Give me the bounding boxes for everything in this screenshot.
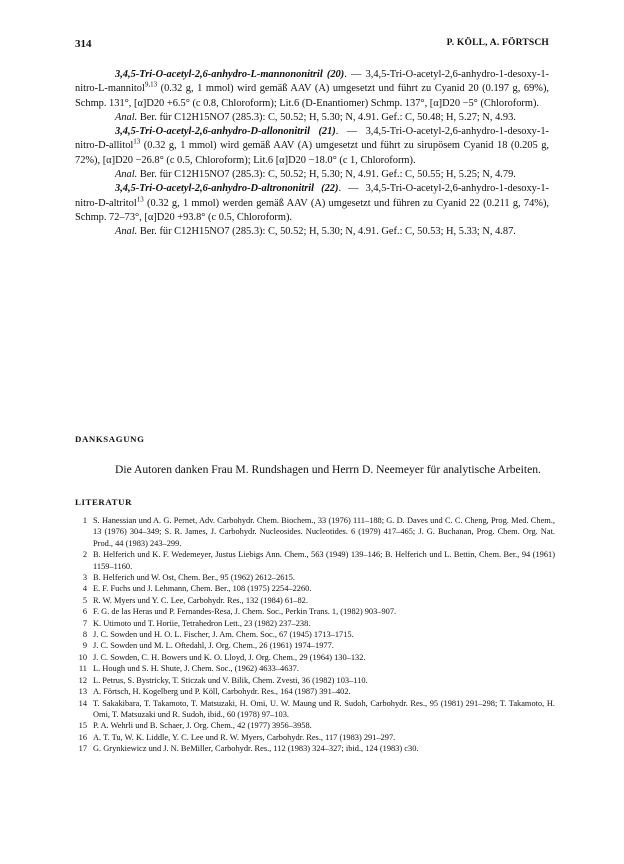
reference-item	[75, 618, 555, 629]
reference-number: 14	[78, 698, 87, 708]
analysis-text: Ber. für C12H15NO7 (285.3): C, 50.52; H, 5.30; N, 4.91. Gef.: C, 50.53; H, 5.33; N, 4.87.	[137, 226, 516, 238]
reference-number: 13	[78, 687, 87, 697]
reference-item	[75, 663, 555, 674]
compound-name: 3,4,5-Tri-O-acetyl-2,6-anhydro-D-allononitril	[115, 126, 311, 138]
compound-body: (0.32 g, 1 mmol) werden gemäß AAV (A) umgesetzt und führen zu Cyanid 22 (0.211 g, 74%), Schmp. 72–73°, [α]D20 +93.8° (c 0.5, Chloroform).	[75, 197, 549, 223]
reference-number: 10	[78, 652, 87, 662]
danksagung-heading: DANKSAGUNG	[75, 434, 145, 444]
compound-lead: . — 3,4,5-Tri-O-acetyl-2,6-anhydro-1-desoxy-1-nitro-D-altritol	[75, 183, 549, 209]
reference-number: 1	[82, 516, 87, 525]
citation-sup: 13	[133, 138, 141, 147]
literatur-heading: LITERATUR	[75, 497, 133, 507]
reference-text: T. Sakakibara, T. Takamoto, T. Matsuzaki, H. Omi, U. W. Maung und R. Sudoh, Carbohydr. Res., 95 (1981) 291–298; T. Takamoto, H. Omi, T. Matsuzaki und R. Sudoh, ibid., 60 (1978) 97–103.	[93, 698, 555, 719]
experimental-section	[75, 68, 549, 240]
compound-paragraph	[75, 68, 549, 111]
reference-item	[75, 743, 555, 754]
reference-item	[75, 572, 555, 583]
compound-name: 3,4,5-Tri-O-acetyl-2,6-anhydro-L-mannononitril	[115, 69, 323, 80]
compound-number: (21)	[318, 126, 336, 138]
reference-number: 5	[82, 595, 87, 605]
analysis-paragraph	[75, 111, 549, 125]
reference-number: 2	[82, 550, 87, 560]
reference-item	[75, 652, 555, 663]
reference-number: 12	[78, 675, 87, 685]
reference-item	[75, 583, 555, 594]
compound-body: (0.32 g, 1 mmol) wird gemäß AAV (A) umgesetzt und führt zu sirupösem Cyanid 18 (0.205 g, 72%), [α]D20 −26.8° (c 0.5, Chloroform); Lit.6 [α]D20 −18.0° (c 1, Chloroform).	[75, 140, 549, 166]
reference-item	[75, 606, 555, 617]
reference-text: P. A. Wehrli und B. Schaer, J. Org. Chem., 42 (1977) 3956–3958.	[93, 721, 312, 731]
reference-item	[75, 686, 555, 697]
reference-text: B. Helferich und K. F. Wedemeyer, Justus Liebigs Ann. Chem., 563 (1949) 139–146; B. Helferich und L. Bettin, Chem. Ber., 94 (1961) 1159–1160.	[93, 550, 555, 571]
reference-text: G. Grynkiewicz und J. N. BeMiller, Carbohydr. Res., 112 (1983) 324–327; ibid., 124 (1983) c30.	[93, 744, 419, 754]
compound-number: (22)	[321, 183, 339, 195]
reference-text: J. C. Sowden und H. O. L. Fischer, J. Am. Chem. Soc., 67 (1945) 1713–1715.	[93, 630, 354, 640]
analysis-paragraph	[75, 168, 549, 182]
analysis-label: Anal.	[115, 169, 138, 181]
reference-number: 3	[82, 573, 87, 583]
reference-text: B. Helferich und W. Ost, Chem. Ber., 95 (1962) 2612–2615.	[93, 573, 295, 583]
compound-number: (20)	[326, 69, 345, 80]
reference-number: 15	[78, 721, 87, 731]
compound-name: 3,4,5-Tri-O-acetyl-2,6-anhydro-D-altrononitril	[115, 183, 315, 195]
reference-number: 4	[82, 584, 87, 594]
compound-lead: . — 3,4,5-Tri-O-acetyl-2,6-anhydro-1-desoxy-1-nitro-L-mannitol	[75, 69, 549, 95]
reference-text: F. G. de las Heras und P. Fernandes-Resa, J. Chem. Soc., Perkin Trans. 1, (1982) 903–907.	[93, 607, 397, 617]
reference-text: J. C. Sowden, C. H. Bowers und K. O. Lloyd, J. Org. Chem., 29 (1964) 130–132.	[93, 652, 366, 662]
reference-text: L. Hough und S. H. Shute, J. Chem. Soc., (1962) 4633–4637.	[93, 664, 299, 674]
compound-paragraph	[75, 182, 549, 225]
citation-sup: 13	[136, 195, 144, 204]
reference-item	[75, 629, 555, 640]
reference-item	[75, 549, 555, 572]
reference-text: E. F. Fuchs und J. Lehmann, Chem. Ber., 108 (1975) 2254–2260.	[93, 584, 312, 594]
running-authors: P. KÖLL, A. FÖRTSCH	[446, 38, 549, 48]
reference-text: L. Petrus, S. Bystricky, T. Sticzak und V. Bilik, Chem. Zvesti, 36 (1982) 103–110.	[93, 675, 368, 685]
compound-body: (0.32 g, 1 mmol) wird gemäß AAV (A) umgesetzt und führt zu Cyanid 20 (0.197 g, 69%), Schmp. 131°, [α]D20 +6.5° (c 0.8, Chloroform); Lit.6 (D-Enantiomer) Schmp. 137°, [α]D20 −5° (Chloroform).	[75, 83, 549, 109]
analysis-label: Anal.	[115, 111, 138, 123]
reference-item	[75, 515, 555, 549]
analysis-text: Ber. für C12H15NO7 (285.3): C, 50.52; H, 5.30; N, 4.91. Gef.: C, 50.55; H, 5.25; N, 4.79.	[137, 169, 516, 181]
reference-number: 17	[78, 744, 87, 754]
reference-item	[75, 640, 555, 651]
analysis-paragraph	[75, 225, 549, 239]
analysis-text: Ber. für C12H15NO7 (285.3): C, 50.52; H, 5.30; N, 4.91. Gef.: C, 50.48; H, 5.27; N, 4.93.	[137, 111, 516, 123]
reference-text: A. T. Tu, W. K. Liddle, Y. C. Lee und R. W. Myers, Carbohydr. Res., 117 (1983) 291–297.	[93, 732, 396, 742]
reference-number: 8	[82, 630, 87, 640]
reference-item	[75, 698, 555, 721]
reference-item	[75, 732, 555, 743]
reference-item	[75, 720, 555, 731]
reference-text: S. Hanessian und A. G. Pernet, Adv. Carbohydr. Chem. Biochem., 33 (1976) 111–188; G. D. Daves und C. C. Cheng, Prog. Med. Chem., 13 (1976) 304–349; S. R. James, J. Carbohydr. Nucleosides. Nucleotides. 6 (1979) 417–465; J. G. Buchanan, Prog. Chem. Org. Nat. Prod., 44 (1983) 243–299.	[93, 516, 555, 548]
reference-number: 16	[78, 732, 87, 742]
reference-number: 9	[82, 641, 87, 651]
reference-number: 6	[82, 607, 87, 617]
compound-lead: . — 3,4,5-Tri-O-acetyl-2,6-anhydro-1-desoxy-1-nitro-D-allitol	[75, 126, 549, 152]
compound-paragraph	[75, 125, 549, 168]
reference-text: R. W. Myers und Y. C. Lee, Carbohydr. Res., 132 (1984) 61–82.	[93, 595, 308, 605]
danksagung-text: Die Autoren danken Frau M. Rundshagen und Herrn D. Neemeyer für analytische Arbeiten.	[115, 463, 541, 476]
analysis-label: Anal.	[115, 226, 138, 238]
reference-item	[75, 675, 555, 686]
reference-text: K. Utimoto und T. Horiie, Tetrahedron Lett., 23 (1982) 237–238.	[93, 618, 311, 628]
reference-list	[75, 515, 555, 755]
reference-number: 7	[82, 618, 87, 628]
reference-text: A. Förtsch, H. Kogelberg und P. Köll, Carbohydr. Res., 164 (1987) 391–402.	[93, 687, 351, 697]
running-header	[75, 38, 549, 52]
reference-number: 11	[78, 664, 87, 674]
page-number: 314	[75, 38, 92, 50]
reference-item	[75, 595, 555, 606]
reference-text: J. C. Sowden und M. L. Oftedahl, J. Org. Chem., 26 (1961) 1974–1977.	[93, 641, 334, 651]
citation-sup: 9,13	[144, 80, 158, 89]
